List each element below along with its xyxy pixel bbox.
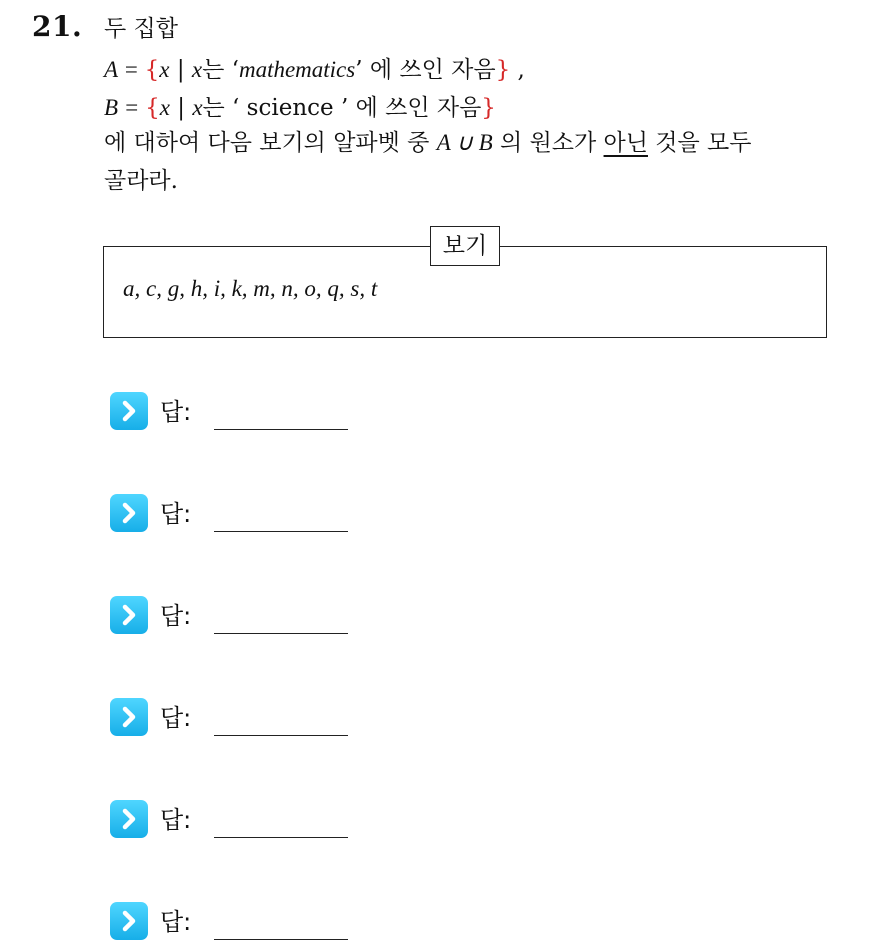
set-b-prefix: B =: [104, 95, 146, 120]
answer-label: 답:: [160, 602, 192, 630]
question-instruction-end: 골라라.: [104, 168, 178, 194]
set-a-var1: x: [159, 57, 170, 82]
answer-blank[interactable]: [214, 531, 348, 532]
chevron-right-icon: [110, 800, 148, 838]
set-a-suffix: ’ 에 쓰인 자음: [355, 57, 496, 83]
answer-label: 답:: [160, 500, 192, 528]
set-a-mid: 는 ‘: [202, 57, 239, 83]
instruction-part-a: 에 대하여 다음 보기의 알파벳 중: [104, 130, 437, 156]
set-a-bar: |: [169, 57, 192, 83]
chevron-right-icon: [110, 392, 148, 430]
set-a-definition: [104, 55, 525, 85]
chevron-right-icon: [110, 698, 148, 736]
answer-label: 답:: [160, 908, 192, 936]
set-b-close-brace: }: [481, 95, 496, 121]
answer-blank[interactable]: [214, 939, 348, 940]
bogi-title: 보기: [430, 226, 500, 266]
chevron-right-icon: [110, 902, 148, 940]
set-a-prefix: A =: [104, 57, 145, 82]
set-b-var1: x: [159, 95, 170, 120]
set-b-mid: 는 ‘ science ’ 에 쓰인 자음: [202, 95, 482, 121]
question-number: 21.: [32, 10, 83, 43]
answer-label: 답:: [160, 806, 192, 834]
instruction-part-c: 것을 모두: [647, 130, 752, 156]
union-expression: A ∪ B: [436, 130, 493, 155]
set-b-definition: [104, 93, 496, 123]
answer-blank[interactable]: [214, 735, 348, 736]
answer-label: 답:: [160, 398, 192, 426]
chevron-right-icon: [110, 494, 148, 532]
answer-blank[interactable]: [214, 633, 348, 634]
set-b-bar: |: [169, 95, 193, 121]
set-a-close-brace: }: [495, 57, 511, 83]
set-a-trail: ,: [510, 57, 525, 83]
underlined-word: 아닌: [603, 130, 648, 156]
set-a-open-brace: {: [144, 57, 160, 83]
set-b-var2: x: [192, 95, 203, 120]
instruction-part-b: 의 원소가: [492, 130, 604, 156]
question-intro: 두 집합: [104, 16, 178, 42]
answer-blank[interactable]: [214, 429, 348, 430]
chevron-right-icon: [110, 596, 148, 634]
question-instruction: [104, 128, 751, 158]
answer-label: 답:: [160, 704, 192, 732]
bogi-options: a, c, g, h, i, k, m, n, o, q, s, t: [123, 276, 378, 301]
set-a-word: mathematics: [238, 57, 356, 82]
answer-blank[interactable]: [214, 837, 348, 838]
set-b-open-brace: {: [145, 95, 160, 121]
set-a-var2: x: [191, 57, 203, 82]
